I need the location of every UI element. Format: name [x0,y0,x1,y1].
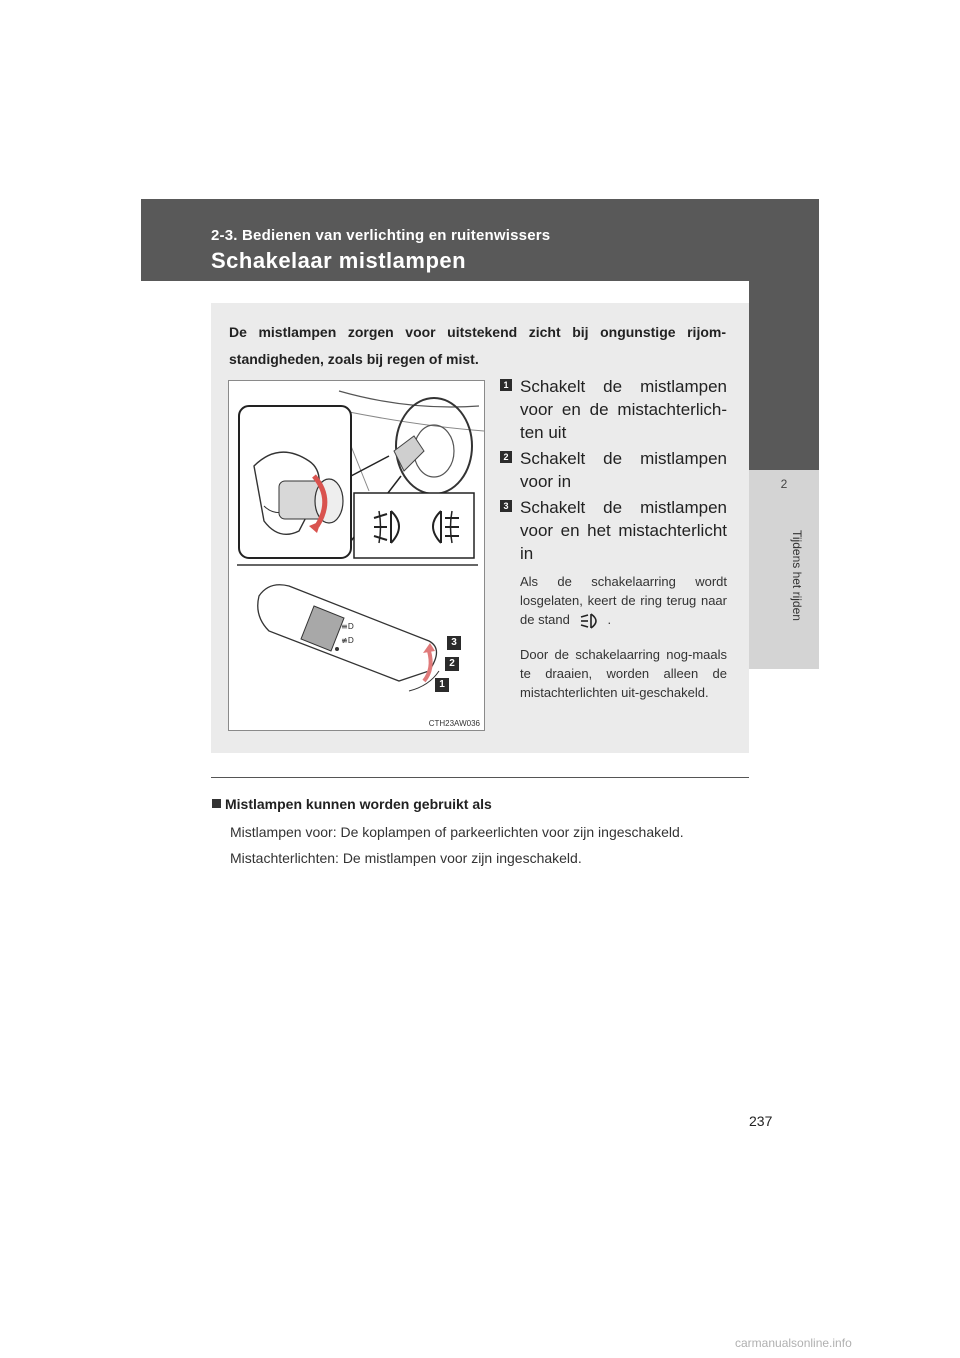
divider [211,777,749,778]
svg-text:≢D: ≢D [341,636,354,645]
step-marker-3: 3 [500,500,512,512]
chapter-number: 2 [780,477,788,491]
body-line-front-fog: Mistlampen voor: De koplampen of parkeerlichten voor zijn ingeschakeld. [230,824,684,840]
step-1 [500,375,727,444]
body-line-rear-fog: Mistachterlichten: De mistlampen voor zijn ingeschakeld. [230,850,582,866]
step-marker-2: 2 [500,451,512,463]
section-label: 2-3. Bedienen van verlichting en ruitenwissers [211,227,551,244]
sub-heading-text: Mistlampen kunnen worden gebruikt als [225,796,492,812]
step-3 [500,496,727,565]
figure-marker-1: 1 [435,678,449,692]
note-1-end: . [607,612,612,627]
page-title: Schakelaar mistlampen [211,248,467,273]
figure-fog-switch [228,380,485,731]
figure-marker-3: 3 [447,636,461,650]
figure-code: CTH23AW036 [428,719,480,728]
note-1-text: Als de schakelaarring wordt losgelaten, keert de ring terug naar de stand [520,574,727,627]
front-fog-lamp-icon [577,611,605,631]
side-tab-dark [749,281,819,470]
square-bullet-icon [212,799,221,808]
sub-heading [212,796,492,812]
step-1-text: Schakelt de mistlampen voor en de mistachterlich-ten uit [520,377,727,442]
step-3-text: Schakelt de mistlampen voor en het mistachterlicht in [520,498,727,563]
svg-text:≡D: ≡D [341,622,354,631]
steps-list [500,375,727,568]
step-marker-1: 1 [500,379,512,391]
chapter-name: Tijdens het rijden [790,530,804,621]
side-tab-chapter [749,470,819,669]
intro-text: De mistlampen zorgen voor uitstekend zicht bij ongunstige rijom-standigheden, zoals bij regen of mist. [229,324,726,367]
figure-marker-2: 2 [445,657,459,671]
step-2-text: Schakelt de mistlampen voor in [520,449,727,491]
step-2 [500,447,727,493]
note-ring-return [520,572,727,631]
note-second-turn: Door de schakelaarring nog-maals te draaien, worden alleen de mistachterlichten uit-geschakeld. [520,647,727,700]
watermark: carmanualsonline.info [735,1336,852,1350]
page-number: 237 [749,1113,773,1129]
